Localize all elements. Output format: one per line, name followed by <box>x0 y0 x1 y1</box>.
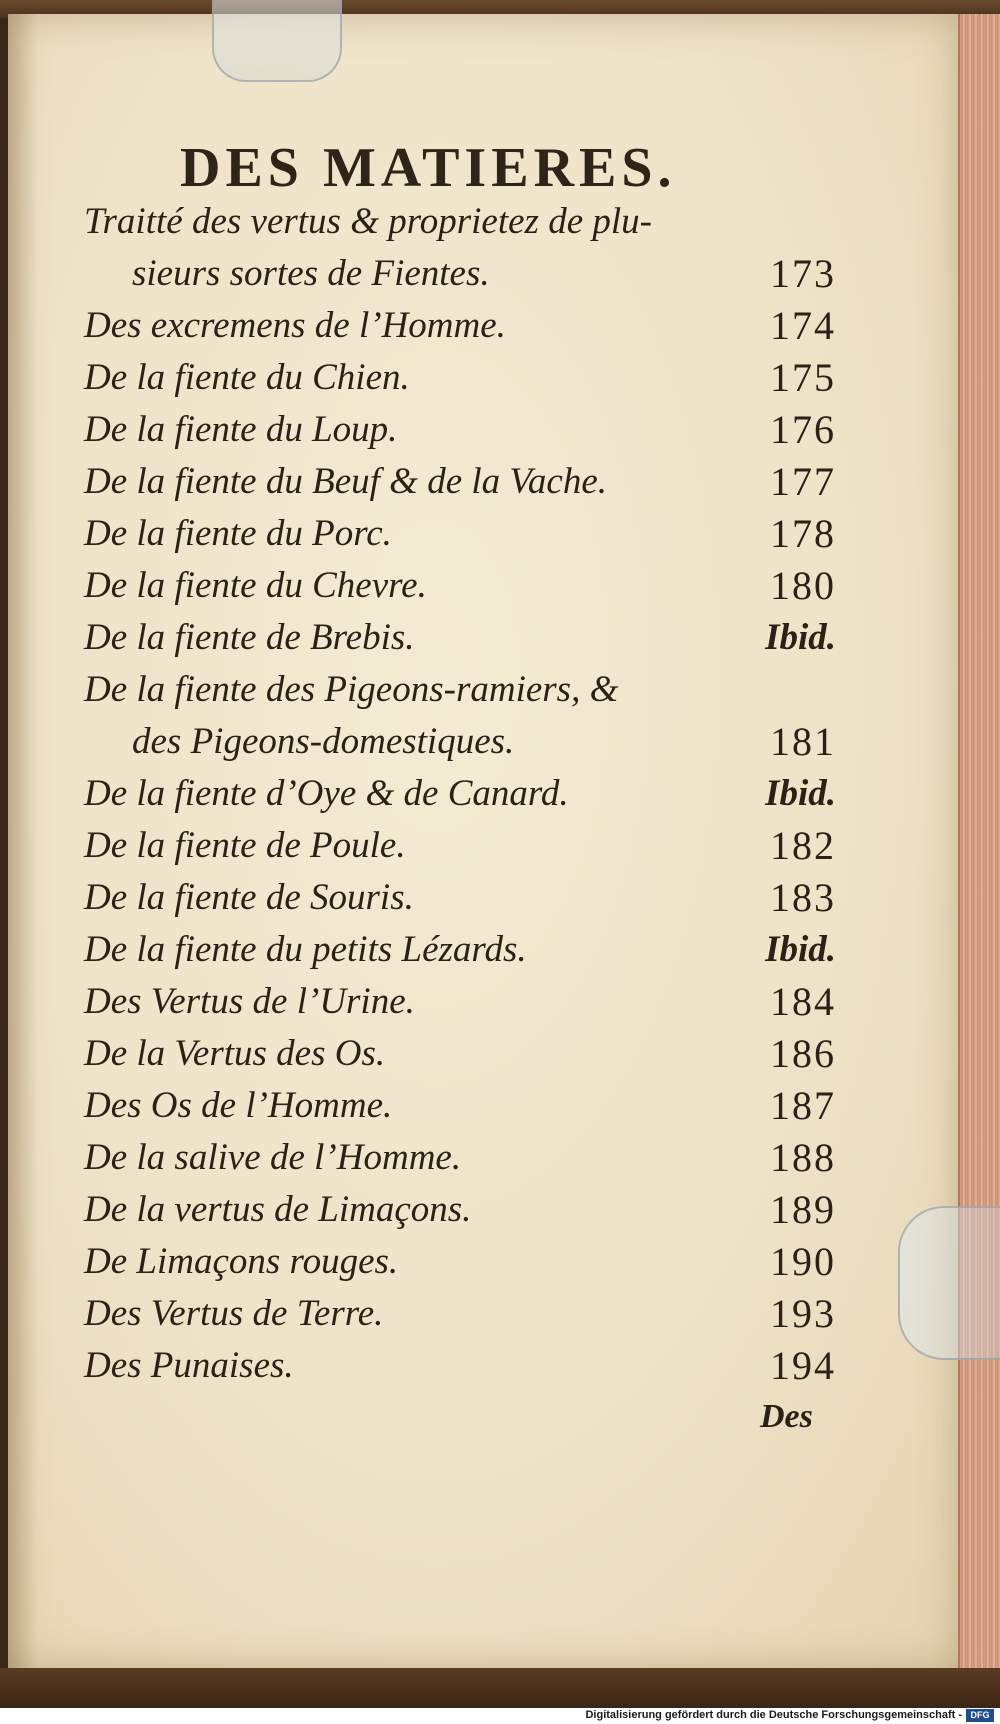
catchword: Des <box>760 1398 813 1435</box>
entry-title: Des Os de l’Homme. <box>84 1085 393 1126</box>
toc-entry <box>84 456 836 508</box>
entry-page: 177 <box>770 459 836 504</box>
toc-entry <box>84 924 836 976</box>
toc-entry <box>84 560 836 612</box>
entry-title: Des excremens de l’Homme. <box>84 305 506 346</box>
entry-title: De la fiente d’Oye & de Canard. <box>84 773 569 814</box>
page-fore-edge <box>958 14 1000 1670</box>
entry-title: sieurs sortes de Fientes. <box>132 253 490 294</box>
entry-page: 190 <box>770 1239 836 1284</box>
entry-title: Des Vertus de l’Urine. <box>84 981 415 1022</box>
dfg-logo-icon: DFG <box>966 1709 994 1722</box>
page-heading: DES MATIERES. <box>180 137 677 199</box>
toc-entry <box>84 716 836 768</box>
toc-entry <box>84 768 836 820</box>
entry-title: De la fiente du Beuf & de la Vache. <box>84 461 607 502</box>
toc-entry <box>84 196 836 248</box>
entry-page: 187 <box>770 1083 836 1128</box>
entry-page: 186 <box>770 1031 836 1076</box>
toc-entry <box>84 612 836 664</box>
entry-title: Des Punaises. <box>84 1345 294 1386</box>
toc-entry <box>84 508 836 560</box>
entry-title: De la Vertus des Os. <box>84 1033 386 1074</box>
entry-page: 193 <box>770 1291 836 1336</box>
toc-entry <box>84 872 836 924</box>
entry-title: De la fiente du Porc. <box>84 513 392 554</box>
toc-entry <box>84 1236 836 1288</box>
entry-title: De la fiente du Chevre. <box>84 565 427 606</box>
entry-page: 173 <box>770 251 836 296</box>
entry-title: De la salive de l’Homme. <box>84 1137 462 1178</box>
entry-title: Des Vertus de Terre. <box>84 1293 384 1334</box>
book-bottom-edge <box>0 1668 1000 1708</box>
entry-title: De Limaçons rouges. <box>84 1241 399 1282</box>
entry-page: Ibid. <box>765 773 836 814</box>
toc-entry <box>84 1288 836 1340</box>
toc-entry <box>84 820 836 872</box>
entry-page: 174 <box>770 303 836 348</box>
toc-entry <box>84 1080 836 1132</box>
toc-entry <box>84 404 836 456</box>
entry-page: 184 <box>770 979 836 1024</box>
entry-title: Traitté des vertus & proprietez de plu- <box>84 201 652 242</box>
glass-clip-top <box>212 0 342 82</box>
entry-page: 188 <box>770 1135 836 1180</box>
entry-page: Ibid. <box>765 617 836 658</box>
entry-page: 189 <box>770 1187 836 1232</box>
entry-page: 180 <box>770 563 836 608</box>
entry-page: 194 <box>770 1343 836 1388</box>
entry-title: De la fiente du Loup. <box>84 409 398 450</box>
entry-page: Ibid. <box>765 929 836 970</box>
entry-page: 183 <box>770 875 836 920</box>
toc-entry <box>84 1028 836 1080</box>
entry-title: De la fiente du Chien. <box>84 357 410 398</box>
toc-entry <box>84 352 836 404</box>
entry-page: 175 <box>770 355 836 400</box>
table-of-contents <box>84 196 836 1392</box>
entry-page: 176 <box>770 407 836 452</box>
entry-title: De la fiente de Poule. <box>84 825 406 866</box>
entry-page: 181 <box>770 719 836 764</box>
entry-title: De la fiente de Souris. <box>84 877 414 918</box>
toc-entry <box>84 300 836 352</box>
entry-title: De la fiente du petits Lézards. <box>84 929 527 970</box>
toc-entry <box>84 976 836 1028</box>
glass-clip-right <box>898 1206 1000 1360</box>
entry-title: De la fiente des Pigeons-ramiers, & <box>84 669 619 710</box>
toc-entry <box>84 1132 836 1184</box>
footer-credit: Digitalisierung gefördert durch die Deutsche Forschungsgemeinschaft - <box>585 1709 962 1721</box>
entry-title: De la fiente de Brebis. <box>84 617 415 658</box>
entry-page: 182 <box>770 823 836 868</box>
page-gutter-shadow <box>8 14 38 1670</box>
toc-entry <box>84 1184 836 1236</box>
entry-title: De la vertus de Limaçons. <box>84 1189 472 1230</box>
toc-entry <box>84 664 836 716</box>
entry-title: des Pigeons-domestiques. <box>132 721 515 762</box>
toc-entry <box>84 248 836 300</box>
entry-page: 178 <box>770 511 836 556</box>
toc-entry <box>84 1340 836 1392</box>
